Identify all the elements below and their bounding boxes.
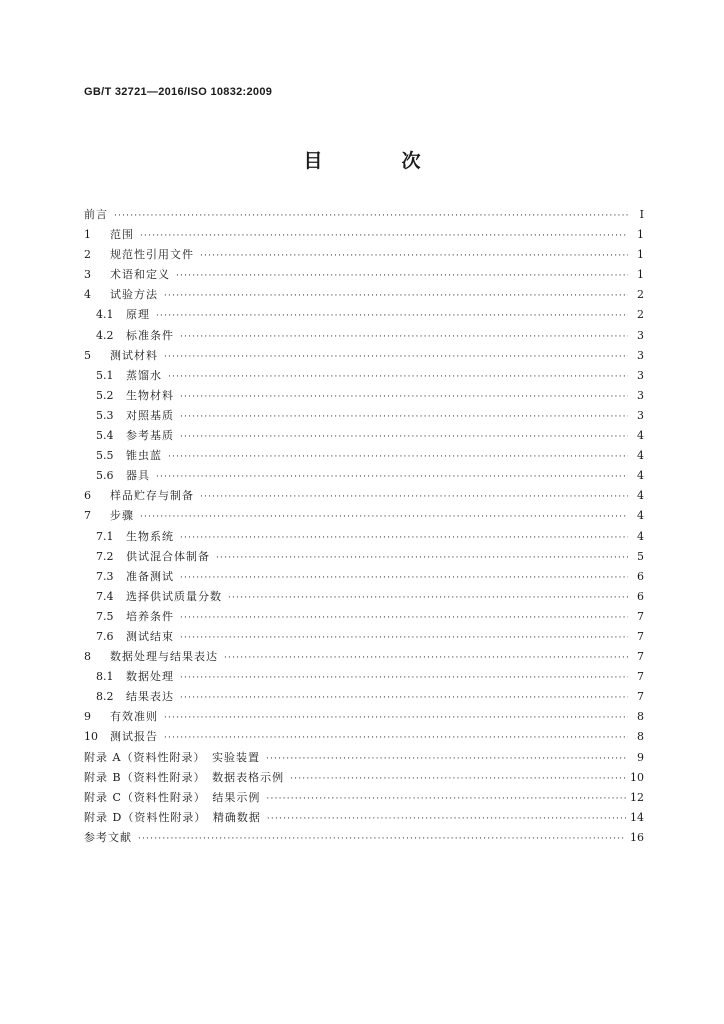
toc-entry-number: 6 <box>84 489 91 503</box>
dot-leader <box>180 688 628 708</box>
toc-entry-label: 生物材料 <box>126 388 174 402</box>
toc-entry[interactable] <box>84 627 644 647</box>
toc-entry-page: 4 <box>637 509 644 523</box>
toc-entry[interactable] <box>84 607 644 627</box>
page-title: 目 次 <box>303 150 451 172</box>
toc-entry-page: 3 <box>637 408 644 422</box>
toc-entry-number: 4.1 <box>96 308 114 322</box>
dot-leader <box>180 407 628 427</box>
toc-entry-page: 1 <box>637 228 644 242</box>
toc-entry[interactable] <box>84 366 644 386</box>
standard-code: GB/T 32721—2016/ISO 10832:2009 <box>84 86 273 98</box>
toc-entry-label: 器具 <box>126 469 150 483</box>
dot-leader <box>290 769 626 789</box>
dot-leader <box>180 568 628 588</box>
toc-entry[interactable] <box>84 326 644 346</box>
toc-entry[interactable] <box>84 426 644 446</box>
dot-leader <box>180 387 628 407</box>
dot-leader <box>164 708 628 728</box>
toc-entry[interactable] <box>84 567 644 587</box>
dot-leader <box>156 467 628 487</box>
toc-entry-page: 1 <box>637 268 644 282</box>
dot-leader <box>224 648 628 668</box>
dot-leader <box>180 528 628 548</box>
toc-entry-label: 测试结束 <box>126 629 174 643</box>
toc-entry-label: 锥虫蓝 <box>126 449 162 463</box>
toc-entry[interactable] <box>84 305 644 325</box>
toc-entry-number: 7.6 <box>96 629 114 643</box>
toc-entry-number: 7.3 <box>96 569 114 583</box>
toc-entry-number: 8.1 <box>96 670 114 684</box>
toc-entry-page: 6 <box>637 569 644 583</box>
dot-leader <box>156 306 628 326</box>
toc-entry-page: 4 <box>637 429 644 443</box>
toc-entry-page: Ⅰ <box>639 208 644 221</box>
toc-entry-page: 3 <box>637 368 644 382</box>
toc-entry-label: 附录 D（资料性附录） 精确数据 <box>84 810 261 824</box>
toc-entry-label: 准备测试 <box>126 569 174 583</box>
toc-entry-number: 5.2 <box>96 388 114 402</box>
toc-entry-label: 选择供试质量分数 <box>126 589 222 603</box>
toc-entry[interactable] <box>84 386 644 406</box>
toc-entry-label: 附录 B（资料性附录） 数据表格示例 <box>84 770 285 784</box>
toc-entry-number: 5.4 <box>96 429 114 443</box>
toc-entry[interactable] <box>84 225 644 245</box>
toc-entry-page: 1 <box>637 248 644 262</box>
dot-leader <box>180 628 628 648</box>
dot-leader <box>180 327 628 347</box>
toc-entry-page: 12 <box>630 790 644 804</box>
toc-entry-number: 3 <box>84 268 91 282</box>
toc-entry-number: 9 <box>84 710 91 724</box>
toc-entry[interactable] <box>84 587 644 607</box>
toc-entry-page: 7 <box>637 670 644 684</box>
toc-entry-number: 5.1 <box>96 368 114 382</box>
dot-leader <box>168 447 628 467</box>
dot-leader <box>140 226 628 246</box>
toc-entry-number: 4.2 <box>96 328 114 342</box>
dot-leader <box>266 789 626 809</box>
toc-entry-page: 7 <box>637 650 644 664</box>
toc-entry-page: 4 <box>637 469 644 483</box>
dot-leader <box>168 367 628 387</box>
dot-leader <box>200 487 628 507</box>
toc-entry-number: 7.4 <box>96 589 114 603</box>
dot-leader <box>180 608 628 628</box>
toc-entry[interactable] <box>84 707 644 727</box>
toc-entry[interactable] <box>84 687 644 707</box>
dot-leader <box>138 829 626 849</box>
toc-entry-label: 术语和定义 <box>110 268 170 282</box>
toc-entry-number: 5.6 <box>96 469 114 483</box>
toc-entry-page: 7 <box>637 690 644 704</box>
toc-entry-number: 7.5 <box>96 609 114 623</box>
toc-entry[interactable] <box>84 748 644 768</box>
dot-leader <box>200 246 628 266</box>
toc-entry-page: 2 <box>637 308 644 322</box>
toc-entry-page: 2 <box>637 288 644 302</box>
dot-leader <box>164 347 628 367</box>
dot-leader <box>228 588 628 608</box>
toc-entry-label: 标准条件 <box>126 328 174 342</box>
dot-leader <box>164 286 628 306</box>
toc-entry-label: 参考文献 <box>84 830 132 844</box>
table-of-contents <box>84 205 644 848</box>
toc-entry-label: 生物系统 <box>126 529 174 543</box>
toc-entry[interactable] <box>84 768 644 788</box>
toc-entry-label: 规范性引用文件 <box>110 248 194 262</box>
dot-leader <box>114 206 628 226</box>
toc-entry[interactable] <box>84 527 644 547</box>
toc-entry-label: 前言 <box>84 208 108 221</box>
toc-entry[interactable] <box>84 346 644 366</box>
toc-entry-page: 14 <box>630 810 644 824</box>
toc-entry-label: 样品贮存与制备 <box>110 489 194 503</box>
dot-leader <box>180 668 628 688</box>
toc-entry-page: 7 <box>637 629 644 643</box>
toc-entry-label: 测试报告 <box>110 730 158 744</box>
toc-entry-page: 6 <box>637 589 644 603</box>
toc-entry[interactable] <box>84 506 644 526</box>
toc-entry-label: 供试混合体制备 <box>126 549 210 563</box>
toc-entry-page: 4 <box>637 449 644 463</box>
toc-entry-label: 附录 A（资料性附录） 实验装置 <box>84 750 260 764</box>
toc-entry-page: 3 <box>637 348 644 362</box>
toc-entry-label: 数据处理 <box>126 670 174 684</box>
toc-entry[interactable] <box>84 406 644 426</box>
toc-entry-label: 培养条件 <box>126 609 174 623</box>
toc-entry[interactable] <box>84 205 644 225</box>
toc-entry-number: 5.3 <box>96 408 114 422</box>
toc-entry-page: 5 <box>637 549 644 563</box>
toc-entry-label: 范围 <box>110 228 134 242</box>
toc-entry-label: 参考基质 <box>126 429 174 443</box>
dot-leader <box>176 266 628 286</box>
toc-entry-number: 7.1 <box>96 529 114 543</box>
toc-entry[interactable] <box>84 547 644 567</box>
toc-entry[interactable] <box>84 285 644 305</box>
toc-entry-label: 测试材料 <box>110 348 158 362</box>
toc-entry-page: 8 <box>637 730 644 744</box>
dot-leader <box>140 507 628 527</box>
toc-entry-label: 数据处理与结果表达 <box>110 650 218 664</box>
toc-entry-label: 附录 C（资料性附录） 结果示例 <box>84 790 261 804</box>
toc-entry[interactable] <box>84 828 644 848</box>
dot-leader <box>216 548 628 568</box>
toc-entry-label: 蒸馏水 <box>126 368 162 382</box>
toc-entry-label: 结果表达 <box>126 690 174 704</box>
dot-leader <box>266 749 628 769</box>
toc-entry-number: 10 <box>84 730 98 744</box>
toc-entry-label: 有效准则 <box>110 710 158 724</box>
toc-entry[interactable] <box>84 727 644 747</box>
dot-leader <box>267 809 626 829</box>
toc-entry-number: 5.5 <box>96 449 114 463</box>
toc-entry-number: 1 <box>84 228 91 242</box>
toc-entry-number: 8.2 <box>96 690 114 704</box>
toc-entry-number: 5 <box>84 348 91 362</box>
toc-entry[interactable] <box>84 486 644 506</box>
toc-entry-page: 4 <box>637 489 644 503</box>
toc-entry-page: 9 <box>637 750 644 764</box>
toc-entry[interactable] <box>84 446 644 466</box>
toc-entry-number: 2 <box>84 248 91 262</box>
toc-entry[interactable] <box>84 808 644 828</box>
toc-entry-page: 8 <box>637 710 644 724</box>
toc-entry-page: 16 <box>630 830 644 844</box>
toc-entry-page: 10 <box>630 770 644 784</box>
toc-entry-number: 8 <box>84 650 91 664</box>
toc-entry[interactable] <box>84 265 644 285</box>
toc-entry-page: 4 <box>637 529 644 543</box>
toc-entry-page: 7 <box>637 609 644 623</box>
toc-entry-number: 4 <box>84 288 91 302</box>
toc-entry[interactable] <box>84 647 644 667</box>
toc-entry-label: 试验方法 <box>110 288 158 302</box>
toc-entry-label: 对照基质 <box>126 408 174 422</box>
dot-leader <box>180 427 628 447</box>
toc-entry-page: 3 <box>637 328 644 342</box>
toc-entry-number: 7 <box>84 509 91 523</box>
toc-entry[interactable] <box>84 245 644 265</box>
toc-entry-page: 3 <box>637 388 644 402</box>
toc-entry[interactable] <box>84 788 644 808</box>
toc-entry-label: 原理 <box>126 308 150 322</box>
toc-entry-number: 7.2 <box>96 549 114 563</box>
toc-entry-label: 步骤 <box>110 509 134 523</box>
toc-entry[interactable] <box>84 667 644 687</box>
toc-entry[interactable] <box>84 466 644 486</box>
dot-leader <box>164 728 628 748</box>
